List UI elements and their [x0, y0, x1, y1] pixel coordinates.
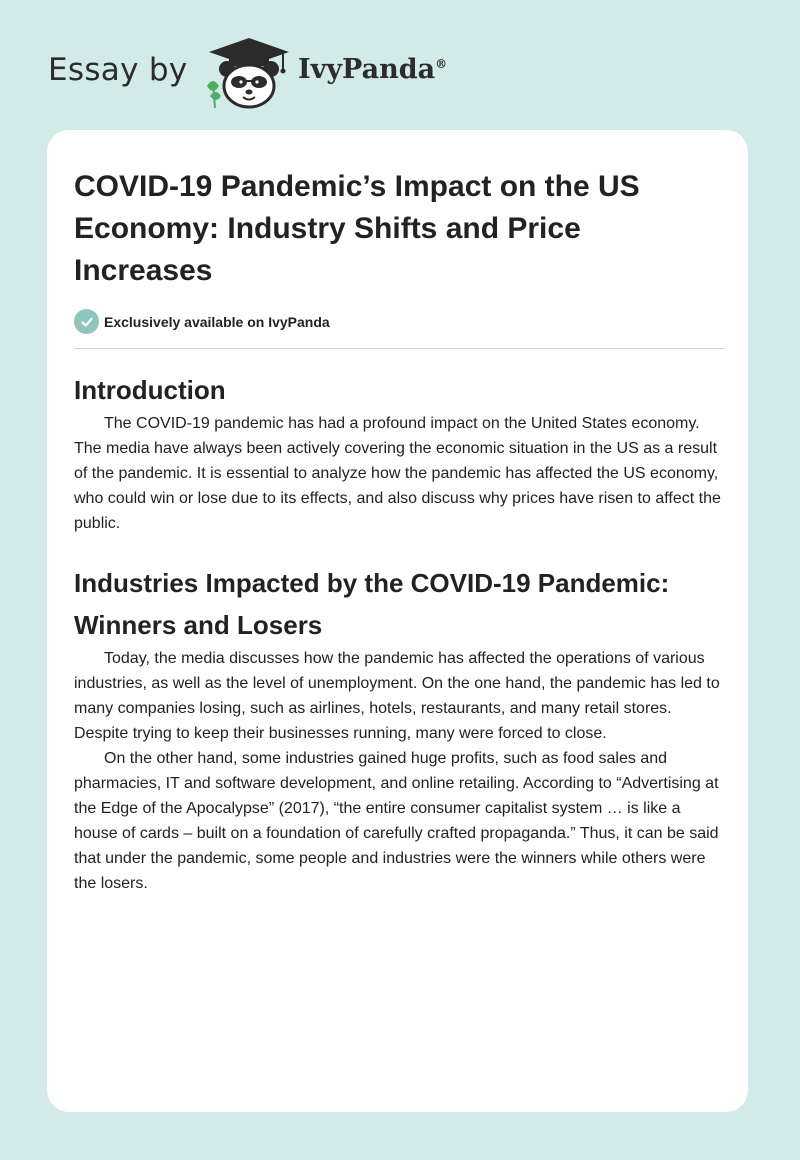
essay-card [47, 130, 748, 1112]
brand-prefix: Essay by [48, 52, 188, 88]
brand-name[interactable] [298, 54, 447, 85]
exclusive-badge-text: Exclusively available on IvyPanda [104, 313, 330, 330]
site-header [0, 0, 800, 130]
panda-logo-icon[interactable] [203, 36, 295, 110]
registered-mark: ® [435, 57, 448, 71]
exclusive-badge [74, 309, 724, 334]
brand-name-text: IvyPanda [298, 54, 436, 85]
essay-content [74, 166, 724, 896]
paragraph: On the other hand, some industries gained huge profits, such as food sales and pharmacies, IT and software development, and online retailing. According to “Advertising at the Edge of the Apocalypse” (2017), “the entire consumer capitalist system … is like a house of cards – built on a foundation of carefully crafted propaganda.” Thus, it can be said that under the pandemic, some people and industries were the winners while others were the losers. [74, 750, 719, 892]
section-heading-introduction: Introduction [74, 375, 226, 405]
check-circle-icon [74, 309, 99, 334]
section-heading-industries: Industries Impacted by the COVID-19 Pandemic: Winners and Losers [74, 568, 670, 640]
paragraph: The COVID-19 pandemic has had a profound impact on the United States economy. The media have always been actively covering the economic situation in the US as a result of the pandemic. It is essential to analyze how the pandemic has affected the US economy, who could win or lose due to its effects, and also discuss why prices have risen to affect the public. [74, 415, 721, 532]
title-divider [74, 348, 724, 349]
essay-title: COVID-19 Pandemic’s Impact on the US Economy: Industry Shifts and Price Increases [74, 170, 640, 287]
paragraph: Today, the media discusses how the pandemic has affected the operations of various industries, as well as the level of unemployment. On the one hand, the pandemic has led to many companies losing, such as airlines, hotels, restaurants, and many retail stores. Despite trying to keep their businesses running, many were forced to close. [74, 650, 720, 742]
